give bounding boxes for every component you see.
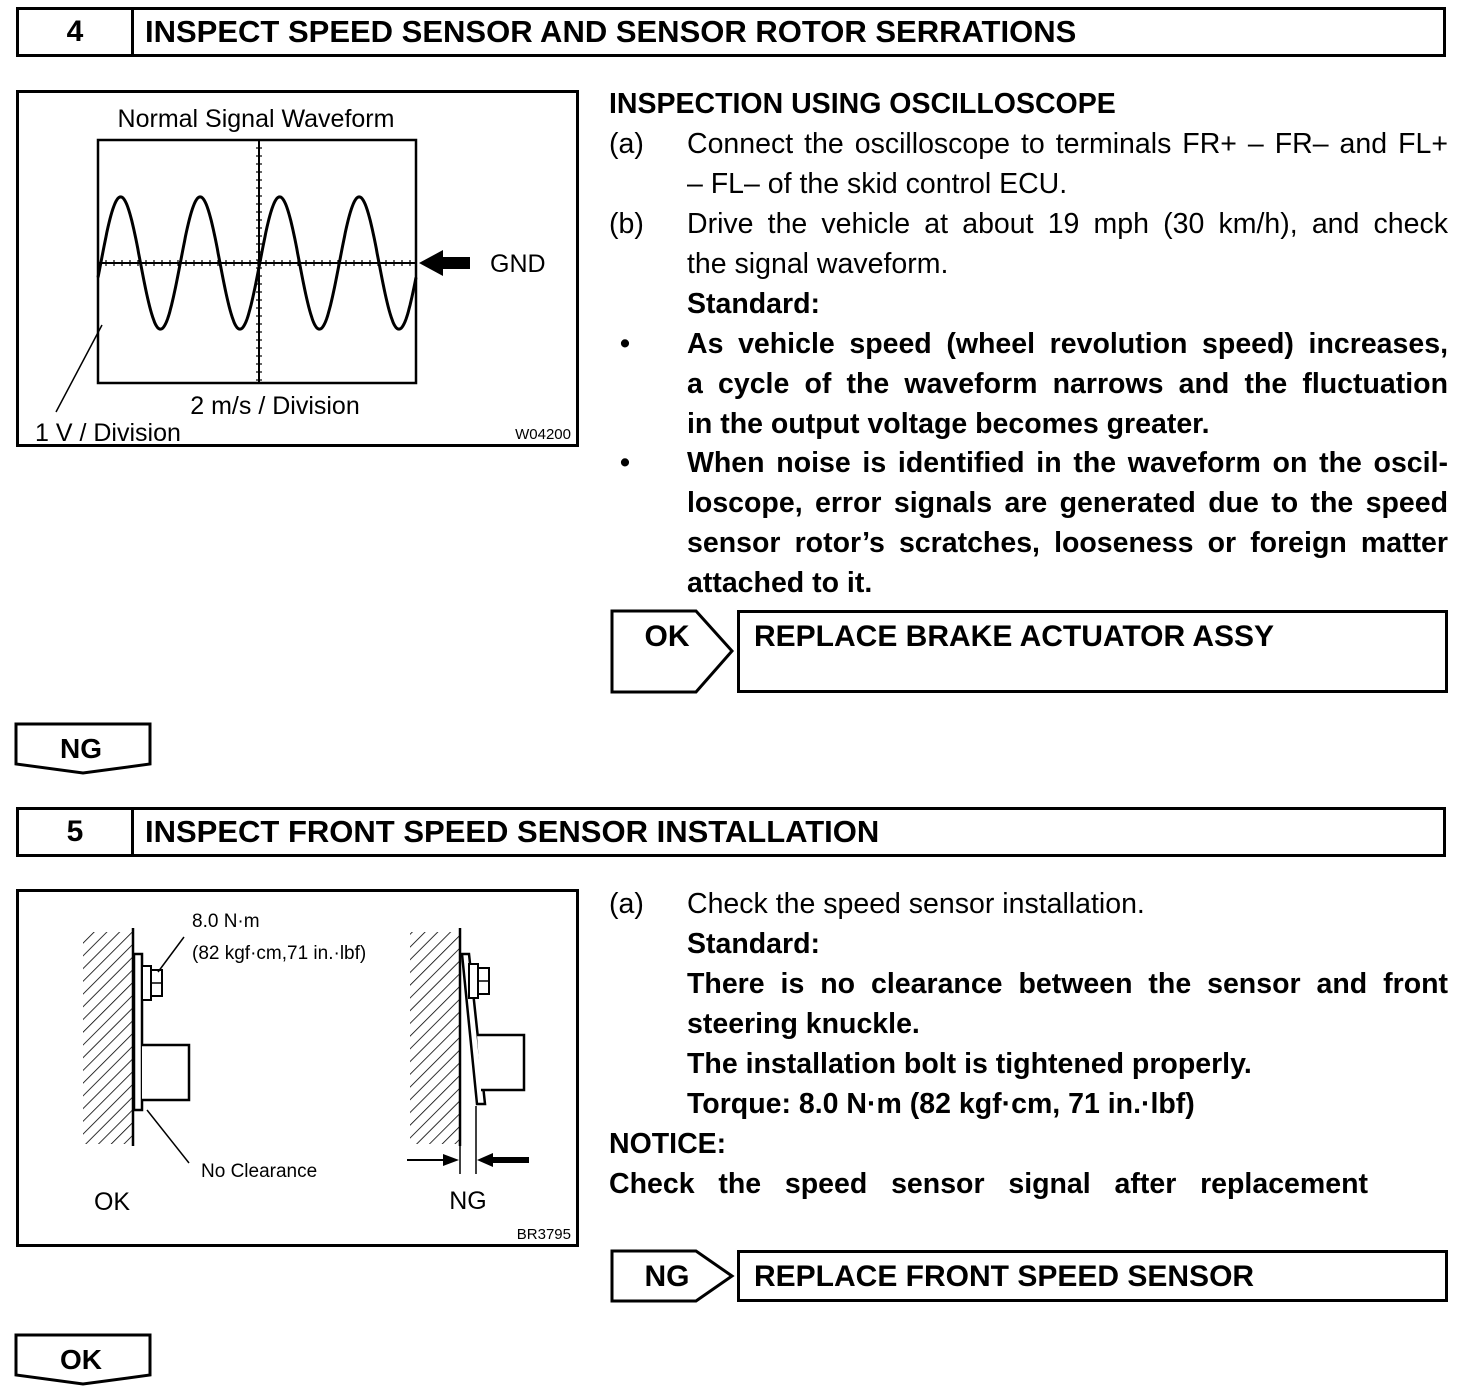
standard-line3: The installation bolt is tightened properly. (687, 1048, 1252, 1080)
torque-spec: Torque: 8.0 N·m (82 kgf·cm, 71 in.·lbf) (687, 1088, 1195, 1120)
ng-result-label: NG (644, 1260, 690, 1293)
ng-next-arrow (14, 722, 154, 776)
bullet-1-line3: in the output voltage becomes greater. (687, 408, 1210, 440)
gap-arrow-right-head (477, 1153, 493, 1167)
item-b-line2: the signal waveform. (687, 248, 949, 280)
ok-figure-label: OK (93, 1188, 131, 1216)
gnd-arrow (419, 250, 470, 276)
replace-actuator-box (737, 610, 1448, 693)
step-number: 5 (19, 810, 134, 854)
figure-code: BR3795 (516, 1226, 571, 1243)
bullet-2-line1: When noise is identified in the waveform on the oscil- (687, 447, 1448, 479)
no-clearance-leader (147, 1110, 189, 1163)
bullet-2-line3: sensor rotor’s scratches, looseness or foreign matter (687, 527, 1448, 559)
item-a-line1: Connect the oscilloscope to terminals FR+ – FR– and FL+ (687, 128, 1448, 160)
torque-line2: (82 kgf·cm,71 in.·lbf) (192, 943, 367, 964)
ok-result-arrow (610, 609, 736, 695)
ng-sensor-body (477, 1035, 524, 1090)
step-5-header (16, 807, 1446, 857)
ng-figure-label: NG (449, 1187, 487, 1215)
installation-svg (19, 892, 576, 1244)
inspection-heading: INSPECTION USING OSCILLOSCOPE (609, 88, 1116, 120)
torque-line1: 8.0 N·m (192, 911, 260, 932)
ng-next-label: NG (60, 733, 102, 764)
item-b-label: (b) (609, 208, 644, 240)
item-a-text: Check the speed sensor installation. (687, 888, 1145, 920)
bullet-1-line1: As vehicle speed (wheel revolution speed) increases, (687, 328, 1448, 360)
bullet-1-symbol: • (620, 328, 630, 360)
step-number: 4 (19, 10, 134, 54)
volt-scale-label: 1 V / Division (35, 419, 181, 444)
ok-bolt-washer (142, 966, 151, 1000)
bullet-2-line2: loscope, error signals are generated due to the speed (687, 487, 1448, 519)
item-a-line2: – FL– of the skid control ECU. (687, 168, 1068, 200)
gap-arrow-left-head (443, 1154, 459, 1166)
ng-bolt-washer (469, 964, 478, 998)
item-b-line1: Drive the vehicle at about 19 mph (30 km/h), and check (687, 208, 1448, 240)
gap-arrow-right-shaft (491, 1157, 529, 1163)
bullet-2-line4: attached to it. (687, 567, 873, 599)
figure-title: Normal Signal Waveform (117, 105, 395, 133)
ng-result-arrow (610, 1249, 736, 1304)
bullet-2-symbol: • (620, 447, 630, 479)
standard-label: Standard: (687, 288, 821, 320)
waveform-figure (16, 90, 579, 447)
ok-next-label: OK (60, 1344, 102, 1375)
notice-text: Check the speed sensor signal after replacement (609, 1168, 1368, 1200)
standard-line2: steering knuckle. (687, 1008, 920, 1040)
ok-sensor-body (142, 1045, 189, 1100)
installation-figure (16, 889, 579, 1247)
bullet-1-line2: a cycle of the waveform narrows and the fluctuation (687, 368, 1448, 400)
ok-next-arrow (14, 1333, 154, 1387)
standard-label: Standard: (687, 928, 821, 960)
step-title: INSPECT SPEED SENSOR AND SENSOR ROTOR SERRATIONS (145, 14, 1077, 49)
ok-sensor-flange (134, 954, 142, 1110)
item-a-label: (a) (609, 128, 644, 160)
no-clearance-label: No Clearance (201, 1161, 318, 1182)
figure-code: W04200 (515, 426, 571, 443)
step-4-header (16, 7, 1446, 57)
ng-knuckle-hatch (410, 932, 460, 1144)
replace-sensor-box (737, 1250, 1448, 1302)
ok-knuckle-hatch (83, 932, 133, 1144)
replace-actuator-text: REPLACE BRAKE ACTUATOR ASSY (754, 620, 1275, 653)
time-scale-label: 2 m/s / Division (190, 392, 360, 420)
waveform-svg (19, 93, 576, 444)
replace-sensor-text: REPLACE FRONT SPEED SENSOR (754, 1260, 1255, 1293)
notice-label: NOTICE: (609, 1128, 727, 1160)
torque-leader-line (158, 937, 184, 972)
ok-result-label: OK (644, 620, 690, 653)
standard-line1: There is no clearance between the sensor and front (687, 968, 1448, 1000)
step-title: INSPECT FRONT SPEED SENSOR INSTALLATION (145, 814, 880, 849)
item-a-label: (a) (609, 888, 644, 920)
volt-leader-line (56, 325, 102, 412)
gnd-label: GND (490, 250, 546, 278)
